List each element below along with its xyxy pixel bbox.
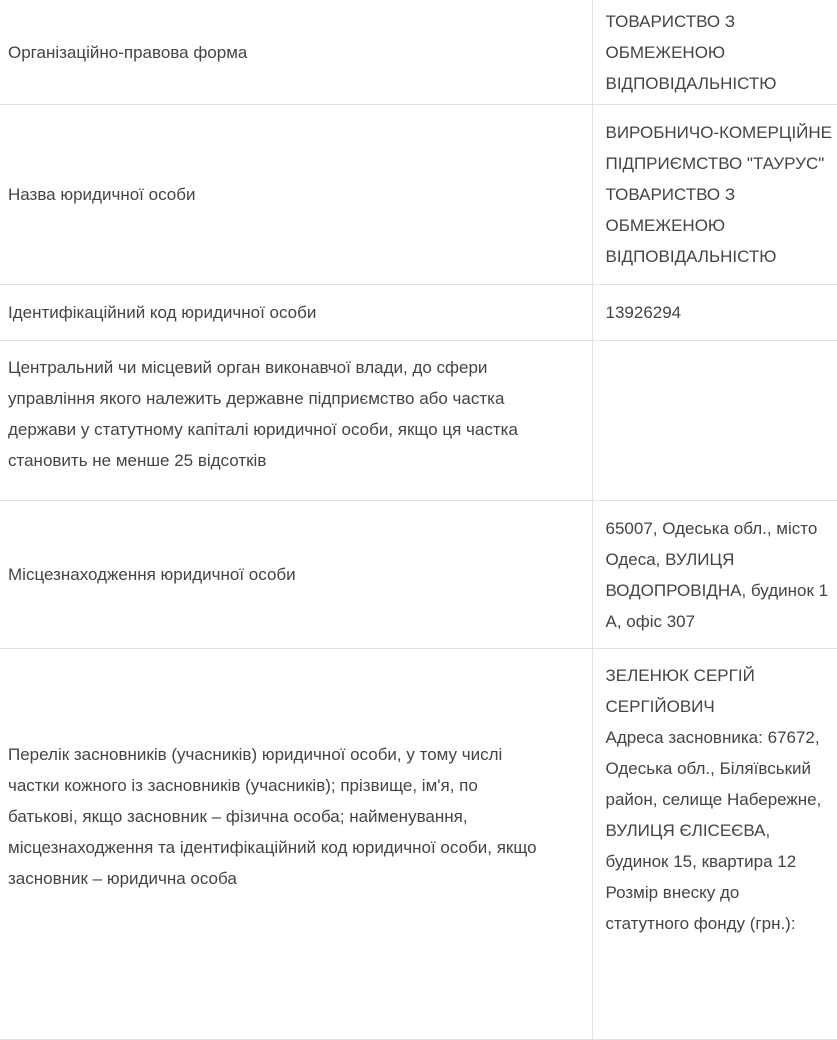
- value-line: ВУЛИЦЯ ЄЛІСЕЄВА,: [606, 815, 837, 846]
- row-governing-authority: [0, 341, 837, 501]
- row-founders: [0, 649, 837, 1040]
- row-location: [0, 501, 837, 649]
- value-line: будинок 15, квартира 12: [606, 846, 837, 877]
- value-line: А, офіс 307: [606, 606, 837, 637]
- row-value: [592, 0, 837, 105]
- label-line: засновник – юридична особа: [8, 863, 572, 894]
- value-line: Розмір внеску до: [606, 877, 837, 908]
- row-label: Ідентифікаційний код юридичної особи: [0, 285, 592, 341]
- label-line: Центральний чи місцевий орган виконавчої влади, до сфери: [8, 352, 572, 383]
- row-label: [0, 649, 592, 1040]
- row-label: Місцезнаходження юридичної особи: [0, 501, 592, 649]
- value-line: СЕРГІЙОВИЧ: [606, 691, 837, 722]
- row-label: Організаційно-правова форма: [0, 0, 592, 105]
- value-line: ВІДПОВІДАЛЬНІСТЮ: [606, 68, 837, 99]
- value-line: 65007, Одеська обл., місто: [606, 513, 837, 544]
- value-line: ОБМЕЖЕНОЮ: [606, 37, 837, 68]
- value-line: район, селище Набережне,: [606, 784, 837, 815]
- value-line: статутного фонду (грн.):: [606, 908, 837, 939]
- label-line: Перелік засновників (учасників) юридичної особи, у тому числі: [8, 739, 572, 770]
- value-line: ВІДПОВІДАЛЬНІСТЮ: [606, 241, 837, 272]
- row-value: [592, 501, 837, 649]
- label-line: управління якого належить державне підприємство або частка: [8, 383, 572, 414]
- row-value: [592, 285, 837, 341]
- value-line: ВИРОБНИЧО-КОМЕРЦІЙНЕ: [606, 117, 837, 148]
- row-value-empty: [592, 341, 837, 501]
- row-identification-code: [0, 285, 837, 341]
- value-line: Адреса засновника: 67672,: [606, 722, 837, 753]
- row-label: [0, 341, 592, 501]
- value-line: ТОВАРИСТВО З: [606, 6, 837, 37]
- value-line: Одеська обл., Біляївський: [606, 753, 837, 784]
- label-line: батькові, якщо засновник – фізична особа; найменування,: [8, 801, 572, 832]
- label-line: держави у статутному капіталі юридичної особи, якщо ця частка: [8, 414, 572, 445]
- value-line: ЗЕЛЕНЮК СЕРГІЙ: [606, 660, 837, 691]
- value-line: ВОДОПРОВІДНА, будинок 1: [606, 575, 837, 606]
- row-label: Назва юридичної особи: [0, 105, 592, 285]
- label-line: частки кожного із засновників (учасників); прізвище, ім'я, по: [8, 770, 572, 801]
- label-line: місцезнаходження та ідентифікаційний код юридичної особи, якщо: [8, 832, 572, 863]
- row-legal-form: [0, 0, 837, 105]
- value-line: ОБМЕЖЕНОЮ: [606, 210, 837, 241]
- value-line: 13926294: [606, 297, 837, 328]
- row-value: [592, 105, 837, 285]
- label-line: становить не менше 25 відсотків: [8, 445, 572, 476]
- value-line: Одеса, ВУЛИЦЯ: [606, 544, 837, 575]
- row-entity-name: [0, 105, 837, 285]
- value-line: ПІДПРИЄМСТВО "ТАУРУС": [606, 148, 837, 179]
- row-value: [592, 649, 837, 1040]
- value-line: ТОВАРИСТВО З: [606, 179, 837, 210]
